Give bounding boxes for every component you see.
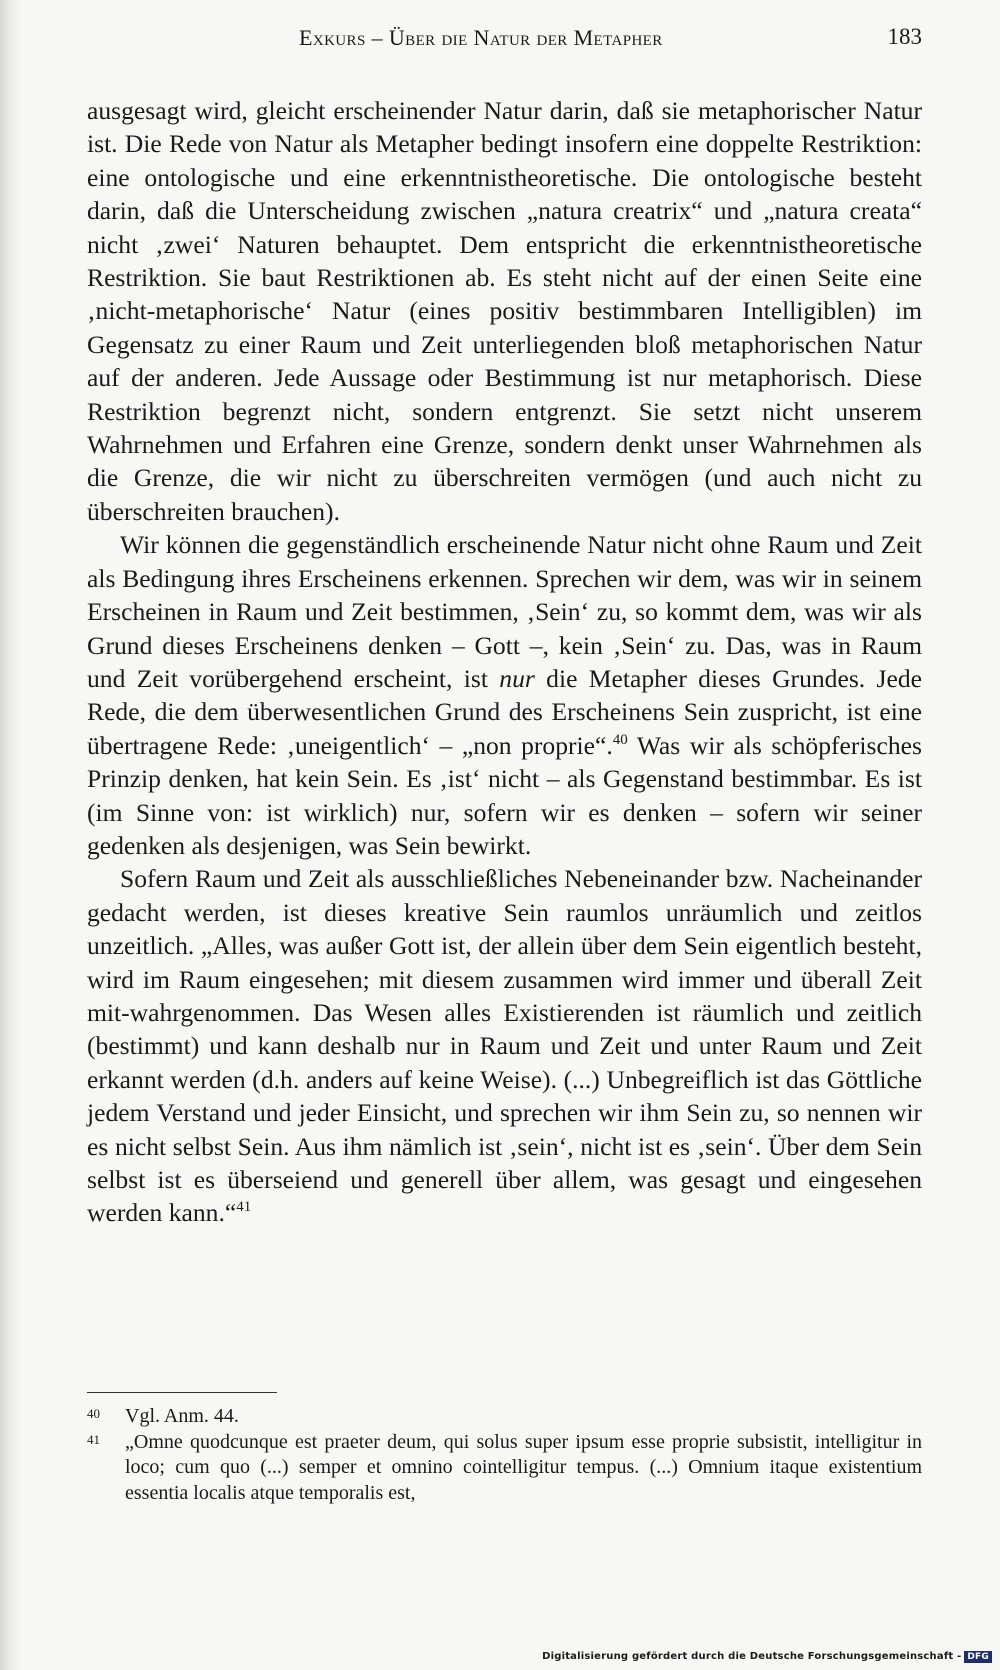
running-head: Exkurs – Über die Natur der Metapher bbox=[299, 25, 663, 50]
footnote-40 bbox=[87, 1404, 922, 1430]
footnote-41 bbox=[87, 1430, 922, 1507]
paragraph-2 bbox=[87, 528, 922, 862]
page-header bbox=[87, 25, 922, 55]
page-number: 183 bbox=[887, 24, 922, 49]
book-spine-shadow bbox=[0, 0, 22, 1670]
paragraph-1: ausgesagt wird, gleicht erscheinender Natur darin, daß sie metaphorischer Natur ist. Die Rede von Natur als Metapher bedingt insofern eine doppelte Restriktion: eine ontologische und eine erkenntnistheoretische. Die ontologische besteht darin, daß die Unterscheidung zwischen „natura creatrix“ und „natura creata“ nicht ‚zwei‘ Naturen behauptet. Dem entspricht die erkenntnistheoretische Restriktion. Sie baut Restriktionen ab. Es steht nicht auf der einen Seite eine ‚nicht-metaphorische‘ Natur (eines positiv bestimmbaren Intelligiblen) im Gegensatz zu einer Raum und Zeit unterliegenden bloß metaphorischen Natur auf der anderen. Jede Aussage oder Bestimmung ist nur metaphorisch. Diese Restriktion begrenzt nicht, sondern entgrenzt. Sie setzt nicht unserem Wahrnehmen und Erfahren eine Grenze, sondern denkt unser Wahrnehmen als die Grenze, die wir nicht zu überschreiten vermögen (und auch nicht zu überschreiten brauchen). bbox=[87, 96, 922, 526]
footnote-text: Vgl. Anm. 44. bbox=[125, 1405, 239, 1427]
dfg-logo: DFG bbox=[964, 1651, 992, 1663]
digitization-credit bbox=[542, 1651, 992, 1663]
footnote-mark: 41 bbox=[87, 1431, 100, 1447]
digitization-text: Digitalisierung gefördert durch die Deutsche Forschungsgemeinschaft - bbox=[542, 1651, 962, 1662]
footnote-mark: 40 bbox=[87, 1406, 100, 1421]
footnote-separator bbox=[87, 1392, 277, 1393]
paragraph-3-text: Sofern Raum und Zeit als ausschließliches Nebeneinander bzw. Nacheinander gedacht werden, ist dieses kreative Sein raumlos unräumlich und zeitlos unzeitlich. „Alles, was außer Gott ist, der allein über dem Sein eigentlich besteht, wird im Raum eingesehen; mit diesem zusammen wird immer und überall Zeit mit-wahrgenommen. Das Wesen alles Existierenden ist räumlich und zeitlich (bestimmt) und kann deshalb nur in Raum und Zeit und unter Raum und Zeit erkannt werden (d.h. anders auf keine Weise). (...) Unbegreiflich ist das Göttliche jedem Verstand und jeder Einsicht, und sprechen wir ihm Sein zu, so nennen wir es nicht selbst Sein. Aus ihm nämlich ist ‚sein‘, nicht ist es ‚sein‘. Über dem Sein selbst ist es überseiend und generell über allem, was gesagt und eingesehen werden kann.“ bbox=[87, 864, 922, 1228]
main-text bbox=[87, 94, 922, 1230]
emphasis-nur: nur bbox=[499, 663, 535, 693]
footnote-reference-40[interactable]: 40 bbox=[612, 731, 628, 748]
paragraph-3 bbox=[87, 862, 922, 1229]
footnotes bbox=[87, 1404, 922, 1506]
paragraph-2-text: Wir können die gegenständlich erscheinende Natur nicht ohne Raum und Zeit als Bedingung ihres Erscheinens erkennen. Sprechen wir dem, was wir in seinem Erscheinen in Raum und Zeit bestimmen, ‚Sein‘ zu, so kommt dem, was wir als Grund dieses Erscheinens denken – Gott –, kein ‚Sein‘ zu. Das, was in Raum und Zeit vorübergehend erscheint, ist bbox=[87, 530, 922, 693]
footnote-reference-41[interactable]: 41 bbox=[236, 1199, 252, 1216]
footnote-text: „Omne quodcunque est praeter deum, qui solus super ipsum esse proprie subsistit, intelligitur in loco; cum quo (...) semper et omnino cointelligitur tempus. (...) Omnium itaque existentium essentia localis atque temporalis est, bbox=[125, 1430, 922, 1504]
paragraph-2-text: Was wir als schöpferisches Prinzip denken, hat kein Sein. Es ‚ist‘ nicht – als Gegenstand bestimmbar. Es ist (im Sinne von: ist wirklich) nur, sofern wir es denken – sofern wir seiner gedenken als desjenigen, was Sein bewirkt. bbox=[87, 730, 922, 860]
paragraph-2-text: die Metapher dieses Grundes. Jede Rede, die dem überwesentlichen Grund des Erscheinens Sein zuspricht, ist eine übertragene Rede: ‚uneigentlich‘ – „non proprie“. bbox=[87, 663, 922, 760]
